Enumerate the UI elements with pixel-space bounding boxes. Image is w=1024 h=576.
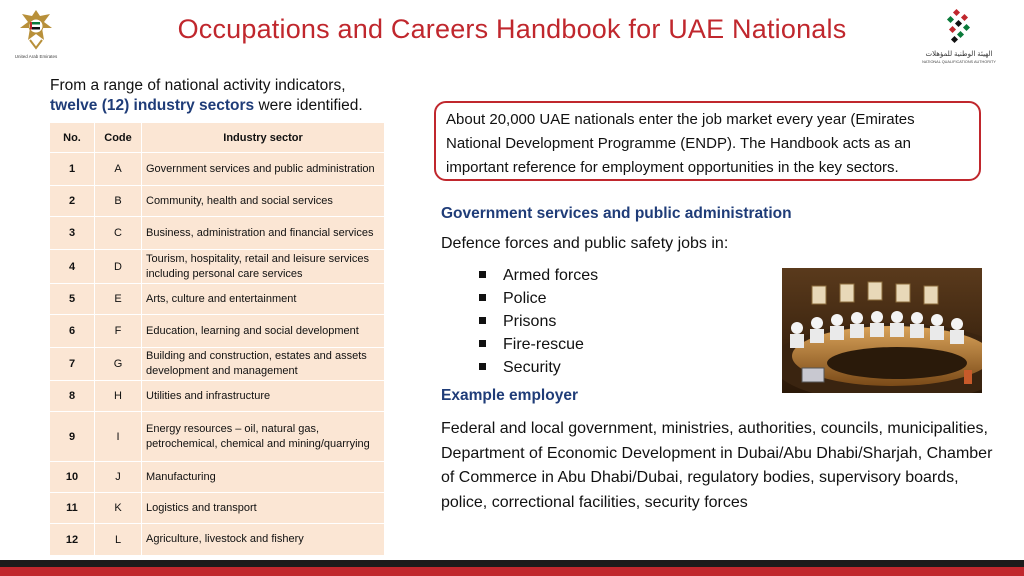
- intro-text: [50, 76, 420, 116]
- row-number: 11: [50, 493, 95, 524]
- row-number: 2: [50, 186, 95, 217]
- column-header-sector: Industry sector: [142, 123, 385, 153]
- row-sector: Education, learning and social development: [142, 315, 385, 348]
- row-number: 3: [50, 217, 95, 250]
- row-number: 5: [50, 284, 95, 315]
- industry-sector-table: [49, 122, 385, 556]
- square-bullet-icon: [479, 340, 486, 347]
- meeting-photo: [782, 268, 982, 393]
- sector-heading: Government services and public administration: [441, 205, 792, 222]
- square-bullet-icon: [479, 271, 486, 278]
- role-label: Police: [503, 290, 547, 307]
- row-number: 9: [50, 412, 95, 462]
- list-item: [479, 264, 598, 287]
- footer-bar-dark: [0, 560, 1024, 567]
- table-row: [50, 462, 385, 493]
- row-code: B: [95, 186, 142, 217]
- row-code: D: [95, 250, 142, 284]
- row-sector: Government services and public administration: [142, 153, 385, 186]
- page-title: Occupations and Careers Handbook for UAE Nationals: [177, 14, 847, 44]
- square-bullet-icon: [479, 317, 486, 324]
- table-row: [50, 348, 385, 381]
- row-sector: Energy resources – oil, natural gas, petrochemical, chemical and mining/quarrying: [142, 412, 385, 462]
- footer-bar-red: [0, 567, 1024, 576]
- example-employer-heading: Example employer: [441, 387, 578, 404]
- row-sector: Tourism, hospitality, retail and leisure services including personal care services: [142, 250, 385, 284]
- row-code: F: [95, 315, 142, 348]
- callout-box: [434, 101, 981, 181]
- table-row: [50, 284, 385, 315]
- emblem-caption: United Arab Emirates: [14, 54, 58, 59]
- roles-list: [479, 264, 598, 379]
- role-label: Prisons: [503, 313, 557, 330]
- row-number: 4: [50, 250, 95, 284]
- row-sector: Manufacturing: [142, 462, 385, 493]
- role-label: Armed forces: [503, 267, 599, 284]
- row-code: H: [95, 381, 142, 412]
- intro-highlight: twelve (12) industry sectors: [50, 97, 255, 114]
- row-sector: Utilities and infrastructure: [142, 381, 385, 412]
- row-number: 6: [50, 315, 95, 348]
- row-sector: Business, administration and financial services: [142, 217, 385, 250]
- square-bullet-icon: [479, 363, 486, 370]
- defence-line: Defence forces and public safety jobs in:: [441, 235, 729, 252]
- row-code: E: [95, 284, 142, 315]
- nqa-english-name: NATIONAL QUALIFICATIONS AUTHORITY: [922, 60, 996, 64]
- row-number: 10: [50, 462, 95, 493]
- row-code: K: [95, 493, 142, 524]
- table-row: [50, 381, 385, 412]
- nqa-mark-icon: [918, 6, 1000, 50]
- callout-text: About 20,000 UAE nationals enter the job market every year (Emirates National Development Programme (ENDP). The Handbook acts as an important reference for employment opportunities in the key sectors.: [446, 111, 915, 176]
- row-sector: Agriculture, livestock and fishery: [142, 524, 385, 556]
- column-header-no: No.: [50, 123, 95, 153]
- row-sector: Community, health and social services: [142, 186, 385, 217]
- row-code: J: [95, 462, 142, 493]
- row-code: C: [95, 217, 142, 250]
- table-row: [50, 315, 385, 348]
- row-number: 12: [50, 524, 95, 556]
- row-number: 1: [50, 153, 95, 186]
- table-row: [50, 524, 385, 556]
- table-row: [50, 153, 385, 186]
- row-number: 8: [50, 381, 95, 412]
- intro-rest: were identified.: [254, 97, 363, 114]
- table-row: [50, 217, 385, 250]
- list-item: [479, 287, 598, 310]
- role-label: Fire-rescue: [503, 336, 584, 353]
- list-item: [479, 356, 598, 379]
- row-code: I: [95, 412, 142, 462]
- square-bullet-icon: [479, 294, 486, 301]
- table-row: [50, 412, 385, 462]
- row-number: 7: [50, 348, 95, 381]
- intro-line: From a range of national activity indicators,: [50, 77, 346, 94]
- row-code: A: [95, 153, 142, 186]
- nqa-logo: [918, 6, 1000, 66]
- row-sector: Building and construction, estates and assets development and management: [142, 348, 385, 381]
- row-code: L: [95, 524, 142, 556]
- row-code: G: [95, 348, 142, 381]
- table-row: [50, 250, 385, 284]
- list-item: [479, 333, 598, 356]
- column-header-code: Code: [95, 123, 142, 153]
- list-item: [479, 310, 598, 333]
- nqa-arabic-name: الهيئة الوطنية للمؤهلات: [925, 51, 993, 58]
- table-row: [50, 493, 385, 524]
- role-label: Security: [503, 359, 561, 376]
- row-sector: Arts, culture and entertainment: [142, 284, 385, 315]
- row-sector: Logistics and transport: [142, 493, 385, 524]
- table-header-row: [50, 123, 385, 153]
- table-row: [50, 186, 385, 217]
- example-employer-text: Federal and local government, ministries, authorities, councils, municipalities, Department of Economic Development in Dubai/Abu Dhabi/Sharjah, Chamber of Commerce in Abu Dhabi/Dubai, regulatory bodies, supervisory boards, police, correctional facilities, security forces: [441, 420, 993, 511]
